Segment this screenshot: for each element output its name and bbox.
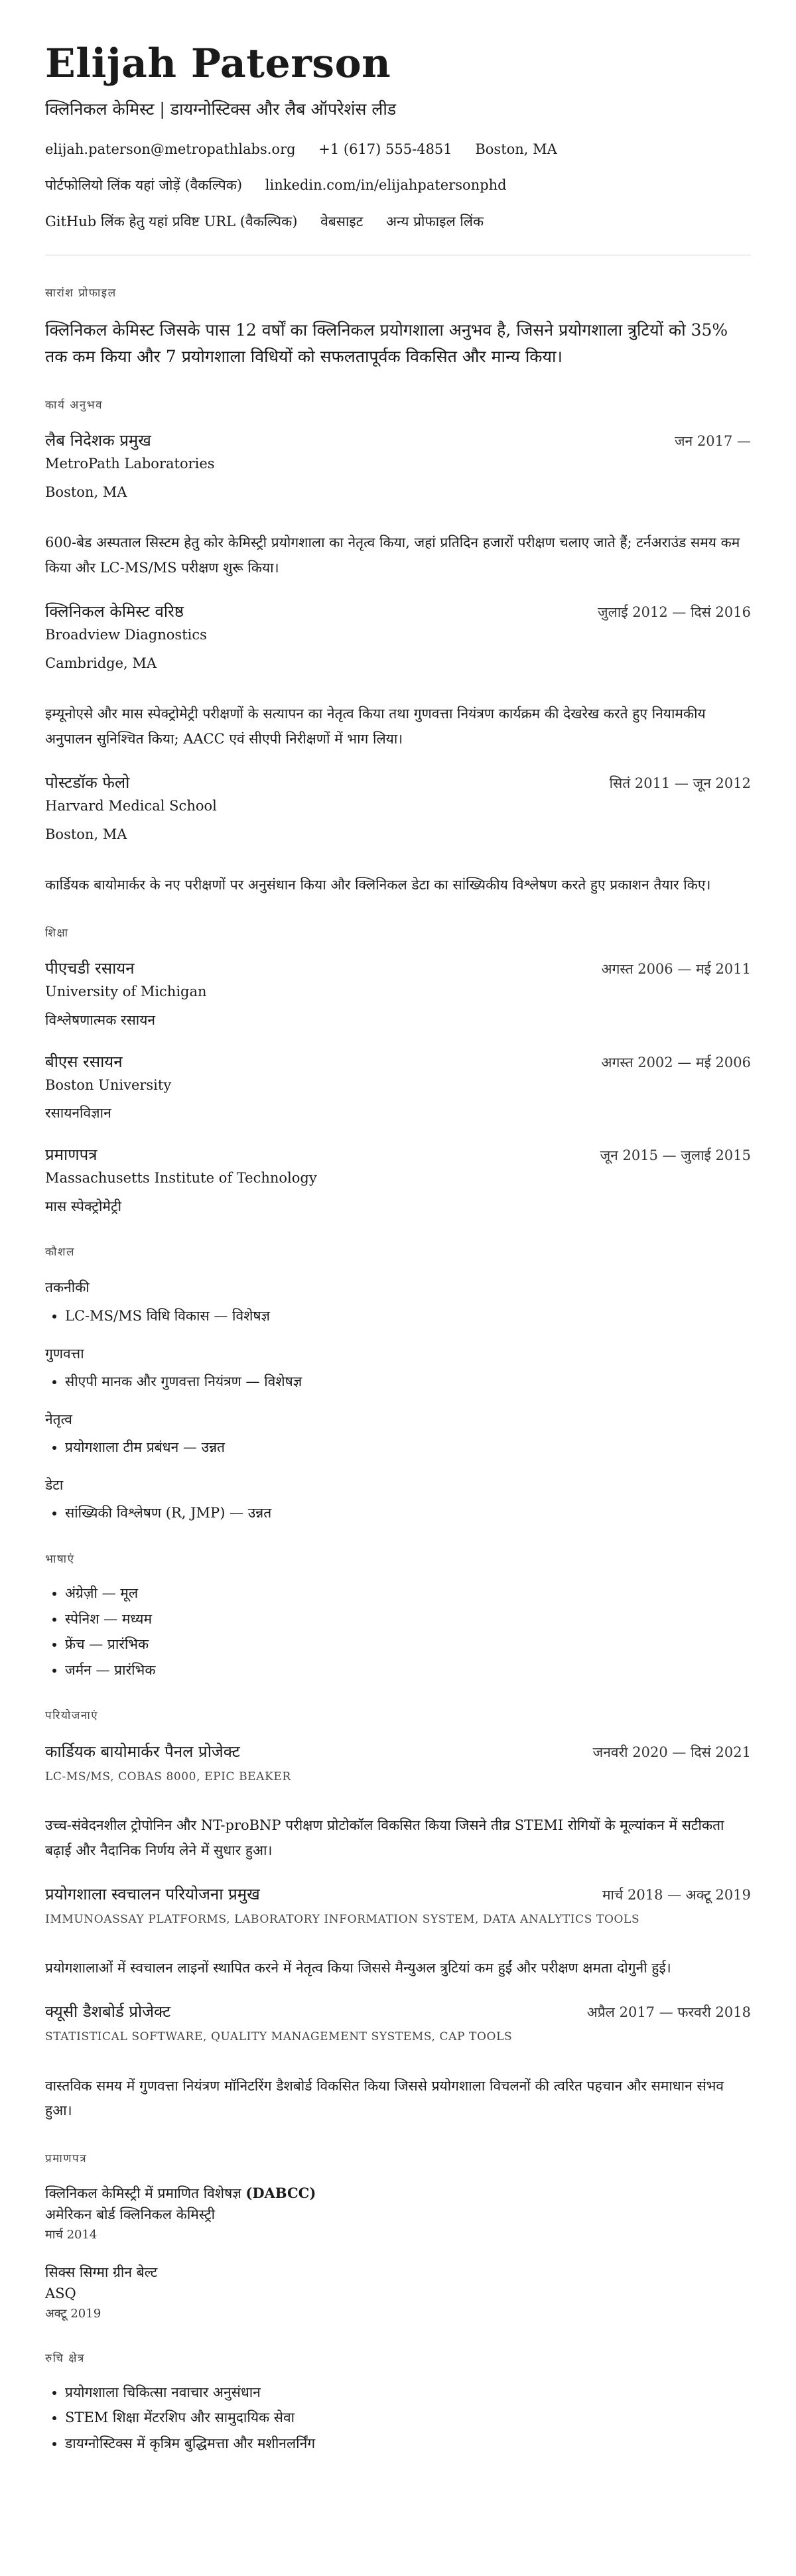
education-entry (45, 956, 751, 1031)
certifications-section (45, 2150, 751, 2323)
skills-section (45, 1244, 751, 1524)
language-item: • स्पेनिश — मध्यम (65, 1608, 751, 1630)
email-link[interactable]: elijah.paterson@metropathlabs.org (45, 141, 296, 157)
job-title: लैब निदेशक प्रमुख (45, 431, 151, 450)
section-title-projects: परियोजनाएं (45, 1709, 99, 1723)
section-title-languages: भाषाएं (45, 1552, 75, 1566)
other-profile-link[interactable]: अन्य प्रोफाइल लिंक (386, 213, 484, 229)
phone-text: +1 (617) 555-4851 (318, 141, 452, 157)
job-location: Boston, MA (45, 826, 127, 842)
experience-entry (45, 771, 751, 898)
candidate-name: Elijah Paterson (45, 40, 391, 87)
job-title: पोस्टडॉक फेलो (45, 773, 130, 792)
project-title: क्यूसी डैशबोर्ड प्रोजेक्ट (45, 2002, 171, 2022)
field-of-study: रसायनविज्ञान (45, 1105, 111, 1122)
project-entry (45, 1740, 751, 1864)
project-title: प्रयोगशाला स्वचालन परियोजना प्रमुख (45, 1884, 260, 1903)
job-description: इम्यूनोएसे और मास स्पेक्ट्रोमेट्री परीक्षणों के सत्यापन का नेतृत्व किया तथा गुणवत्ता नियंत्रण कार्यक्रम की देखरेख करते हुए नियामकीय अनुपालन सुनिश्चित किया; AACC एवं सीएपी निरीक्षणों में भाग लिया। (45, 706, 706, 747)
contact-row-links (45, 174, 751, 196)
interest-item: • STEM शिक्षा मेंटरशिप और सामुदायिक सेवा (65, 2407, 751, 2429)
project-description: वास्तविक समय में गुणवत्ता नियंत्रण मॉनिटरिंग डैशबोर्ड विकसित किया जिससे प्रयोगशाला विचलनों की त्वरित पहचान और समाधान संभव हुआ। (45, 2077, 724, 2119)
contact-row-primary (45, 139, 751, 161)
education-entry (45, 1143, 751, 1217)
skill-category: नेतृत्व (45, 1411, 72, 1427)
employer: Harvard Medical School (45, 798, 217, 814)
github-link[interactable]: GitHub लिंक हेतु यहां प्रविष्ट URL (वैकल्पिक) (45, 213, 298, 229)
certification-date: अक्टू 2019 (45, 2306, 101, 2321)
languages-section (45, 1551, 751, 1681)
skill-item: • सीएपी मानक और गुणवत्ता नियंत्रण — विशेषज्ञ (65, 1371, 751, 1393)
language-item: • जर्मन — प्रारंभिक (65, 1659, 751, 1681)
section-title-education: शिक्षा (45, 926, 69, 940)
degree-title: प्रमाणपत्र (45, 1145, 98, 1164)
job-location: Cambridge, MA (45, 655, 157, 671)
job-location: Boston, MA (45, 483, 127, 500)
certification-date: मार्च 2014 (45, 2227, 98, 2242)
project-technologies: STATISTICAL SOFTWARE, QUALITY MANAGEMENT SYSTEMS, CAP TOOLS (45, 2030, 513, 2044)
education-entry (45, 1050, 751, 1124)
job-description: कार्डियक बायोमार्कर के नए परीक्षणों पर अनुसंधान किया और क्लिनिकल डेटा का सांख्यिकीय विश्लेषण करते हुए प्रकाशन तैयार किए। (45, 877, 711, 893)
experience-entry (45, 428, 751, 581)
resume-header (45, 40, 751, 232)
job-date: सितं 2011 — जून 2012 (609, 775, 751, 791)
degree-title: पीएचडी रसायन (45, 959, 135, 978)
project-title: कार्डियक बायोमार्कर पैनल प्रोजेक्ट (45, 1742, 240, 1761)
field-of-study: मास स्पेक्ट्रोमेट्री (45, 1198, 122, 1214)
project-technologies: LC-MS/MS, COBAS 8000, EPIC BEAKER (45, 1770, 291, 1783)
skill-item: • प्रयोगशाला टीम प्रबंधन — उन्नत (65, 1437, 751, 1458)
portfolio-link[interactable]: पोर्टफोलियो लिंक यहां जोड़ें (वैकल्पिक) (45, 177, 243, 194)
education-date: अगस्त 2006 — मई 2011 (601, 961, 751, 978)
job-date: जुलाई 2012 — दिसं 2016 (598, 604, 751, 620)
section-title-experience: कार्य अनुभव (45, 398, 103, 412)
experience-section (45, 397, 751, 898)
experience-entry (45, 600, 751, 752)
school-name: Massachusetts Institute of Technology (45, 1170, 317, 1186)
certification-title: सिक्स सिग्मा ग्रीन बेल्ट (45, 2264, 158, 2280)
interest-item: • डायग्नोस्टिक्स में कृत्रिम बुद्धिमत्ता और मशीनलर्निंग (65, 2433, 751, 2455)
section-title-interests: रुचि क्षेत्र (45, 2351, 85, 2365)
location-text: Boston, MA (475, 141, 557, 157)
project-date: मार्च 2018 — अक्टू 2019 (602, 1886, 751, 1903)
project-date: अप्रैल 2017 — फरवरी 2018 (586, 2004, 751, 2021)
section-title-summary: सारांश प्रोफाइल (45, 287, 117, 300)
job-description: 600-बेड अस्पताल सिस्टम हेतु कोर केमिस्ट्री प्रयोगशाला का नेतृत्व किया, जहां प्रतिदिन हजारों परीक्षण चलाए जाते हैं; टर्नअराउंड समय कम किया और LC-MS/MS परीक्षण शुरू किया। (45, 535, 740, 576)
education-section (45, 925, 751, 1217)
project-technologies: IMMUNOASSAY PLATFORMS, LABORATORY INFORMATION SYSTEM, DATA ANALYTICS TOOLS (45, 1913, 640, 1926)
education-date: अगस्त 2002 — मई 2006 (601, 1054, 751, 1070)
job-date: जन 2017 — (674, 433, 751, 450)
project-date: जनवरी 2020 — दिसं 2021 (592, 1744, 751, 1760)
projects-section (45, 1707, 751, 2124)
job-title: क्लिनिकल केमिस्ट वरिष्ठ (45, 602, 184, 621)
skill-category: तकनीकी (45, 1279, 90, 1296)
website-link[interactable]: वेबसाइट (320, 213, 364, 229)
project-entry (45, 1882, 751, 1981)
field-of-study: विश्लेषणात्मक रसायन (45, 1011, 156, 1028)
project-entry (45, 2000, 751, 2124)
certification-issuer: अमेरिकन बोर्ड क्लिनिकल केमिस्ट्री (45, 2207, 216, 2223)
skill-item: • सांख्यिकी विश्लेषण (R, JMP) — उन्नत (65, 1502, 751, 1524)
interest-item: • प्रयोगशाला चिकित्सा नवाचार अनुसंधान (65, 2382, 751, 2404)
skill-item: • LC-MS/MS विधि विकास — विशेषज्ञ (65, 1305, 751, 1327)
certification-abbr: (DABCC) (245, 2184, 316, 2201)
skill-category: गुणवत्ता (45, 1345, 84, 1362)
certification-name (45, 2183, 751, 2205)
summary-section (45, 285, 751, 369)
project-description: प्रयोगशालाओं में स्वचालन लाइनों स्थापित करने में नेतृत्व किया जिससे मैन्युअल त्रुटियां कम हुईं और परीक्षण क्षमता दोगुनी हुई। (45, 1960, 671, 1976)
contact-row-more (45, 211, 751, 233)
school-name: Boston University (45, 1076, 172, 1093)
language-item: • फ्रेंच — प्रारंभिक (65, 1634, 751, 1655)
interests-section (45, 2350, 751, 2455)
headline: क्लिनिकल केमिस्ट | डायग्नोस्टिक्स और लैब ऑपरेशंस लीड (45, 99, 397, 119)
employer: Broadview Diagnostics (45, 627, 207, 643)
section-title-certifications: प्रमाणपत्र (45, 2152, 88, 2166)
project-description: उच्च-संवेदनशील ट्रोपोनिन और NT-proBNP परीक्षण प्रोटोकॉल विकसित किया जिसने तीव्र STEMI रोगियों के मूल्यांकन में सटीकता बढ़ाई और नैदानिक निर्णय लेने में सुधार हुआ। (45, 1817, 724, 1859)
certification-name (45, 2262, 751, 2284)
employer: MetroPath Laboratories (45, 456, 215, 472)
education-date: जून 2015 — जुलाई 2015 (600, 1147, 751, 1163)
skill-category: डेटा (45, 1476, 64, 1493)
linkedin-link[interactable]: linkedin.com/in/elijahpatersonphd (265, 177, 507, 194)
summary-text: क्लिनिकल केमिस्ट जिसके पास 12 वर्षों का क्लिनिकल प्रयोगशाला अनुभव है, जिसने प्रयोगशाला त्रुटियों को 35% तक कम किया और 7 प्रयोगशाला विधियों को सफलतापूर्वक विकसित और मान्य किया। (45, 320, 728, 366)
degree-title: बीएस रसायन (45, 1052, 123, 1071)
section-title-skills: कौशल (45, 1246, 76, 1259)
school-name: University of Michigan (45, 984, 207, 1000)
certification-issuer: ASQ (45, 2286, 76, 2302)
language-item: • अंग्रेज़ी — मूल (65, 1582, 751, 1604)
certification-title: क्लिनिकल केमिस्ट्री में प्रमाणित विशेषज्ञ (45, 2185, 241, 2201)
